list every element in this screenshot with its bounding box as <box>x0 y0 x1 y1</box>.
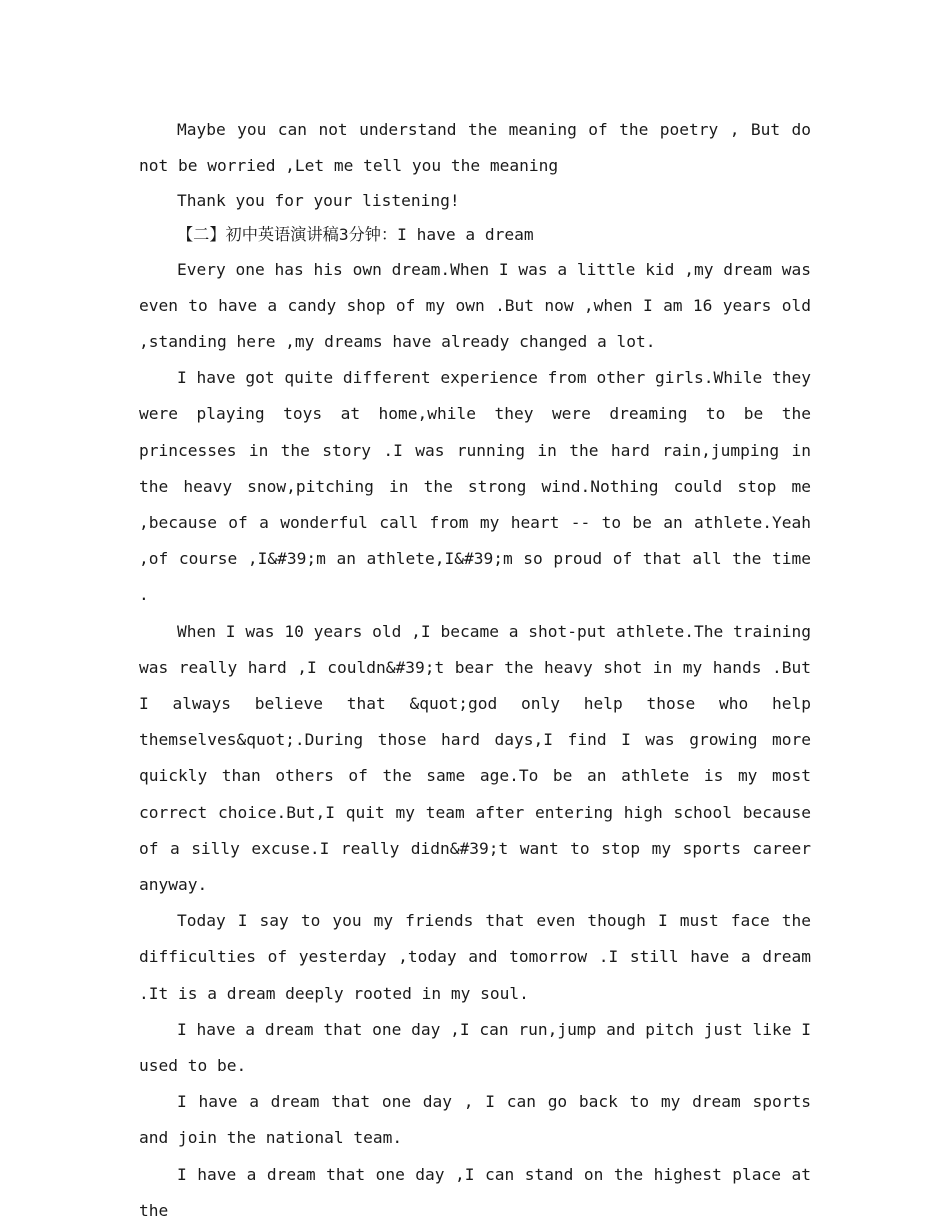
paragraph-dream-national-team: I have a dream that one day , I can go back to my dream sports and join the national team. <box>139 1092 811 1148</box>
paragraph-thanks: Thank you for your listening! <box>177 191 460 211</box>
paragraph-today: Today I say to you my friends that even though I must face the difficulties of yesterday ,today and tomorrow .I still have a dream .It is a dream deeply rooted in my soul. <box>139 911 811 1003</box>
paragraph-dream-run: I have a dream that one day ,I can run,jump and pitch just like I used to be. <box>139 1019 811 1076</box>
section-heading: 【二】初中英语演讲稿3分钟：I have a dream <box>177 225 534 244</box>
paragraph-dream-highest-place: I have a dream that one day ,I can stand on the highest place at the <box>139 1164 811 1220</box>
paragraph-poetry-meaning: Maybe you can not understand the meaning of the poetry , But do not be worried ,Let me tell you the meaning <box>139 120 811 176</box>
paragraph-experience: I have got quite different experience from other girls.While they were playing toys at home,while they were dreaming to be the princesses in the story .I was running in the hard rain,jumping in the heavy snow,pitching in the strong wind.Nothing could stop me ,because of a wonderful call from my heart -- to be an athlete.Yeah ,of course ,I&#39;m an athlete,I&#39;m so proud of that all the time . <box>139 368 811 605</box>
document-page <box>139 112 811 1229</box>
paragraph-shot-put: When I was 10 years old ,I became a shot-put athlete.The training was really hard ,I couldn&#39;t bear the heavy shot in my hands .But I always believe that &quot;god only help those who help themselves&quot;.During those hard days,I find I was growing more quickly than others of the same age.To be an athlete is my most correct choice.But,I quit my team after entering high school because of a silly excuse.I really didn&#39;t want to stop my sports career anyway. <box>139 621 811 895</box>
paragraph-own-dream: Every one has his own dream.When I was a little kid ,my dream was even to have a candy shop of my own .But now ,when I am 16 years old ,standing here ,my dreams have already changed a lot. <box>139 259 811 351</box>
